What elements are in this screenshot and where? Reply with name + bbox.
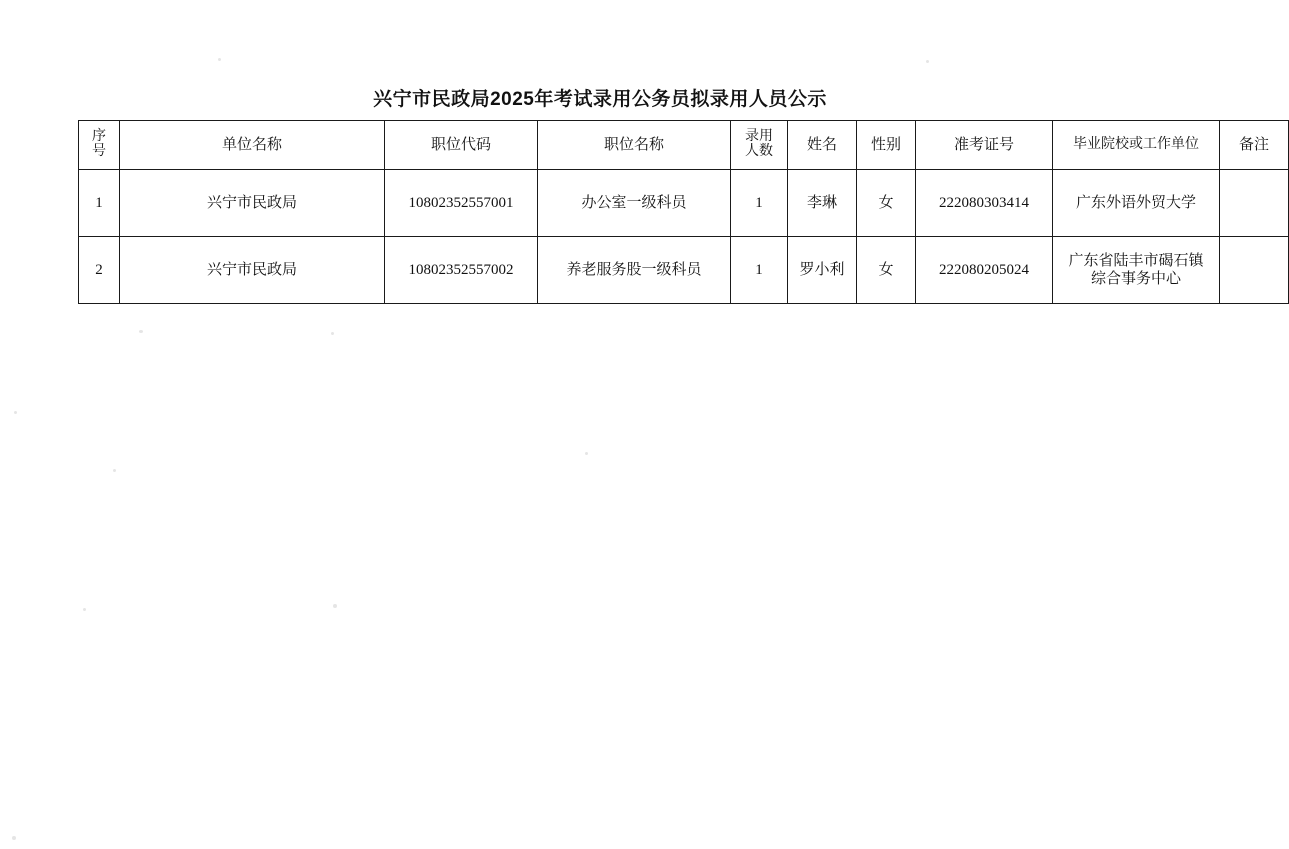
cell-post: 养老服务股一级科员 (538, 237, 731, 304)
cell-ticket: 222080205024 (916, 237, 1053, 304)
scan-speck (83, 608, 86, 611)
cell-num: 1 (731, 237, 788, 304)
scan-speck (14, 411, 17, 414)
cell-seq: 1 (79, 170, 120, 237)
table-body (79, 170, 1289, 304)
cell-code: 10802352557002 (385, 237, 538, 304)
scan-speck (12, 836, 16, 840)
table-header (79, 121, 1289, 170)
table-row (79, 170, 1289, 237)
column-header-ticket: 准考证号 (916, 121, 1053, 170)
cell-school: 广东外语外贸大学 (1053, 170, 1220, 237)
column-header-seq: 序 号 (79, 121, 120, 170)
column-header-sex: 性别 (857, 121, 916, 170)
cell-sex: 女 (857, 237, 916, 304)
cell-post: 办公室一级科员 (538, 170, 731, 237)
scan-speck (331, 332, 334, 335)
cell-code: 10802352557001 (385, 170, 538, 237)
cell-num: 1 (731, 170, 788, 237)
scan-speck (113, 469, 116, 472)
cell-name: 罗小利 (788, 237, 857, 304)
page-title: 兴宁市民政局2025年考试录用公务员拟录用人员公示 (373, 89, 827, 110)
column-header-code: 职位代码 (385, 121, 538, 170)
table-row (79, 237, 1289, 304)
cell-note (1220, 170, 1289, 237)
scan-speck (218, 58, 221, 61)
table-header-row (79, 121, 1289, 170)
column-header-school: 毕业院校或工作单位 (1053, 121, 1220, 170)
notice-table-container (78, 120, 1269, 304)
column-header-post: 职位名称 (538, 121, 731, 170)
cell-ticket: 222080303414 (916, 170, 1053, 237)
cell-unit: 兴宁市民政局 (120, 170, 385, 237)
cell-seq: 2 (79, 237, 120, 304)
column-header-unit: 单位名称 (120, 121, 385, 170)
cell-sex: 女 (857, 170, 916, 237)
cell-name: 李琳 (788, 170, 857, 237)
scan-speck (333, 604, 337, 608)
cell-unit: 兴宁市民政局 (120, 237, 385, 304)
approved-hires-table (78, 120, 1289, 304)
cell-school: 广东省陆丰市碣石镇 综合事务中心 (1053, 237, 1220, 304)
scan-speck (139, 330, 143, 333)
scan-speck (926, 60, 929, 63)
cell-note (1220, 237, 1289, 304)
column-header-num: 录用 人数 (731, 121, 788, 170)
column-header-name: 姓名 (788, 121, 857, 170)
column-header-note: 备注 (1220, 121, 1289, 170)
scan-speck (585, 452, 588, 455)
